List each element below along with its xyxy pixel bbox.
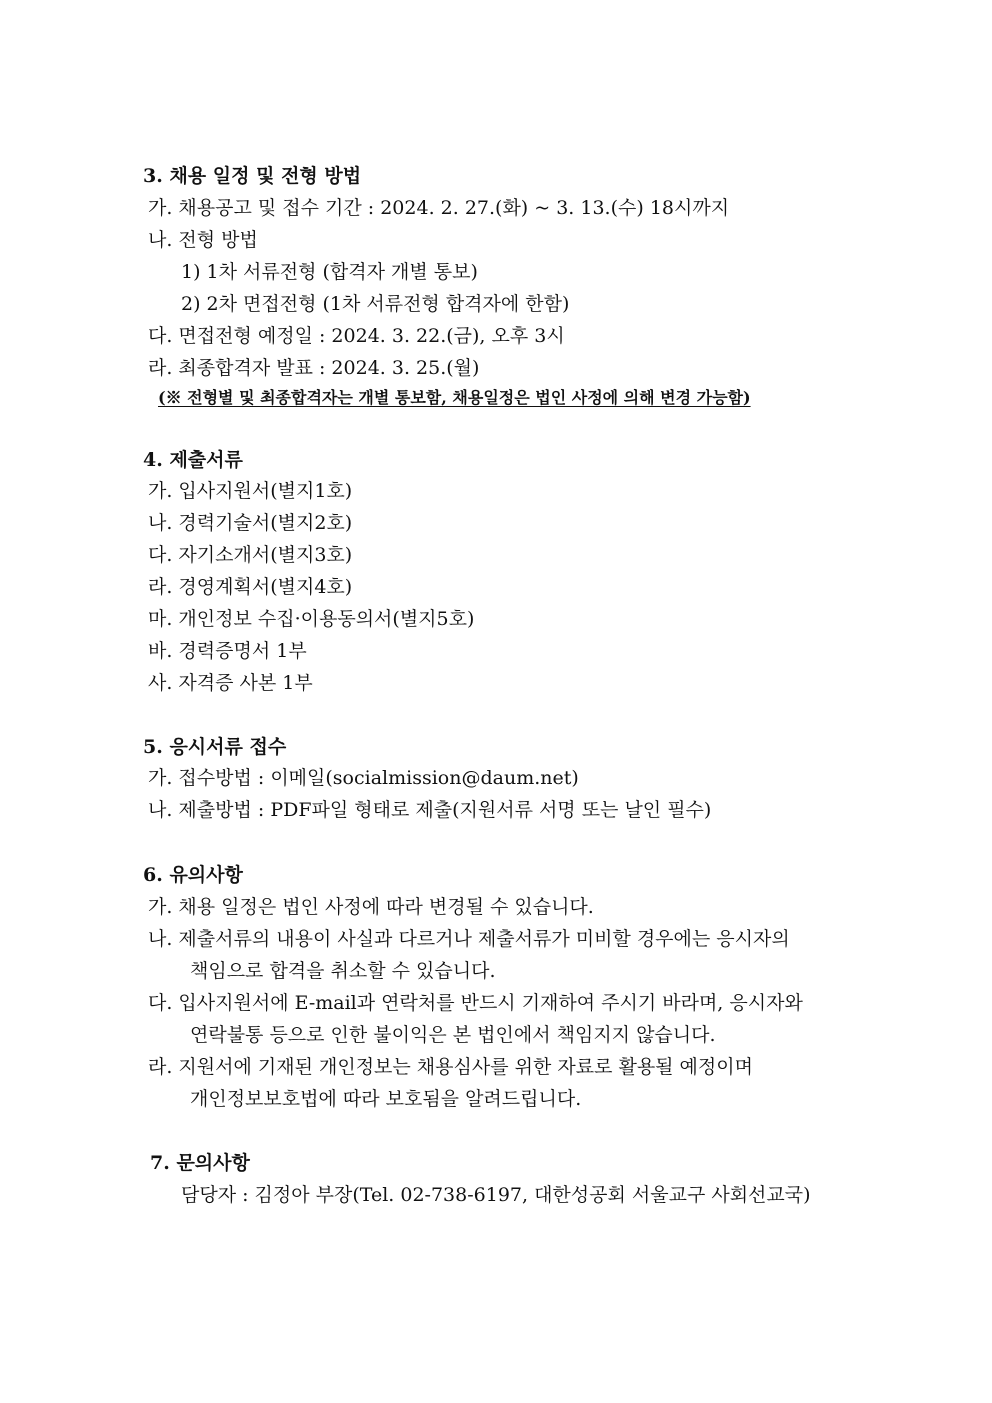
s4-item-ba: 바. 경력증명서 1부 (148, 640, 307, 662)
section-7-heading: 7. 문의사항 (150, 1152, 250, 1174)
s3-item-ra: 라. 최종합격자 발표 : 2024. 3. 25.(월) (148, 357, 480, 379)
s6-item-ra: 라. 지원서에 기재된 개인정보는 채용심사를 위한 자료로 활용될 예정이며 (148, 1056, 753, 1078)
s3-subitem-1: 1) 1차 서류전형 (합격자 개별 통보) (181, 261, 478, 283)
s4-item-ma: 마. 개인정보 수집·이용동의서(별지5호) (148, 608, 475, 630)
s3-note: (※ 전형별 및 최종합격자는 개별 통보함, 채용일정은 법인 사정에 의해 변경 가능함) (158, 388, 751, 407)
s6-item-da-cont: 연락불통 등으로 인한 불이익은 본 법인에서 책임지지 않습니다. (190, 1024, 716, 1046)
s7-contact: 담당자 : 김정아 부장(Tel. 02-738-6197, 대한성공회 서울교구 사회선교국) (181, 1184, 811, 1206)
s6-item-na-cont: 책임으로 합격을 취소할 수 있습니다. (190, 960, 496, 982)
s4-item-na: 나. 경력기술서(별지2호) (148, 512, 353, 534)
s5-item-ga: 가. 접수방법 : 이메일(socialmission@daum.net) (148, 767, 579, 789)
s3-item-na: 나. 전형 방법 (148, 229, 258, 251)
section-6-heading: 6. 유의사항 (143, 864, 243, 886)
s6-item-da: 다. 입사지원서에 E-mail과 연락처를 반드시 기재하여 주시기 바라며, 응시자와 (148, 992, 803, 1014)
s3-item-ga: 가. 채용공고 및 접수 기간 : 2024. 2. 27.(화) ~ 3. 13.(수) 18시까지 (148, 197, 730, 219)
s5-item-na: 나. 제출방법 : PDF파일 형태로 제출(지원서류 서명 또는 날인 필수) (148, 799, 712, 821)
section-4-heading: 4. 제출서류 (143, 449, 243, 471)
s6-item-na: 나. 제출서류의 내용이 사실과 다르거나 제출서류가 미비할 경우에는 응시자의 (148, 928, 790, 950)
s3-item-da: 다. 면접전형 예정일 : 2024. 3. 22.(금), 오후 3시 (148, 325, 565, 347)
s4-item-da: 다. 자기소개서(별지3호) (148, 544, 353, 566)
s4-item-ga: 가. 입사지원서(별지1호) (148, 480, 353, 502)
s3-subitem-2: 2) 2차 면접전형 (1차 서류전형 합격자에 한함) (181, 293, 570, 315)
s6-item-ga: 가. 채용 일정은 법인 사정에 따라 변경될 수 있습니다. (148, 896, 594, 918)
section-5-heading: 5. 응시서류 접수 (143, 736, 287, 758)
s6-item-ra-cont: 개인정보보호법에 따라 보호됨을 알려드립니다. (190, 1088, 582, 1110)
s4-item-sa: 사. 자격증 사본 1부 (148, 672, 313, 694)
section-3-heading: 3. 채용 일정 및 전형 방법 (143, 165, 362, 187)
s4-item-ra: 라. 경영계획서(별지4호) (148, 576, 353, 598)
